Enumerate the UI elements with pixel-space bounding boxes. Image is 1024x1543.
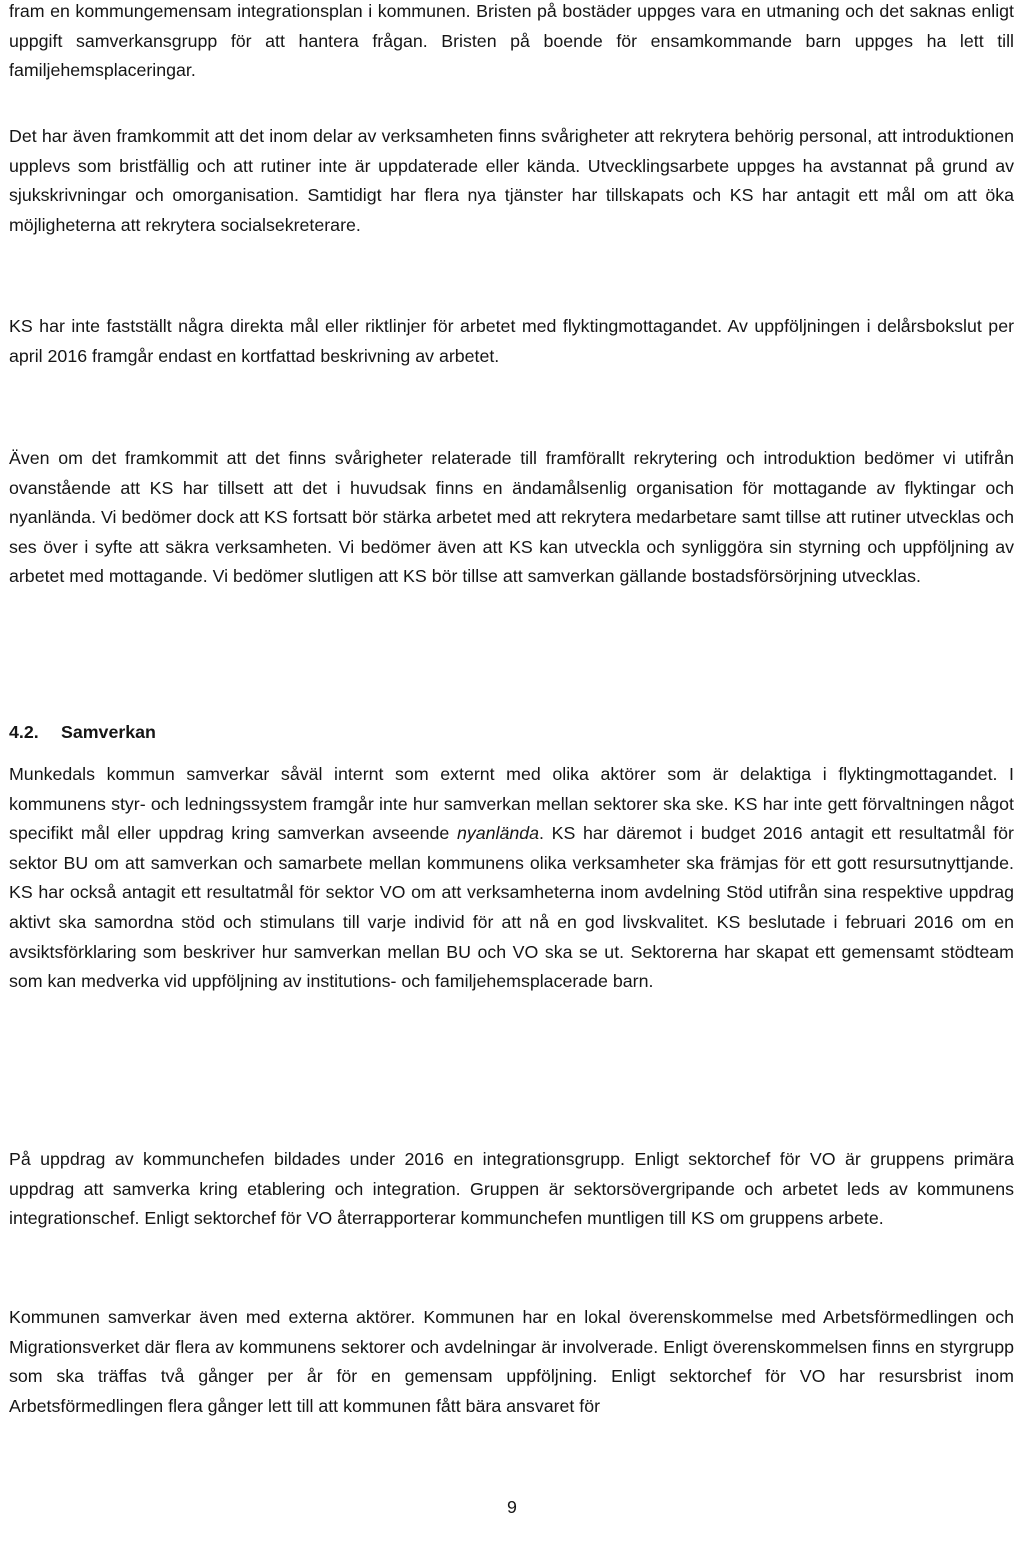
paragraph-text-part: Munkedals kommun samverkar såväl internt som externt med olika aktörer som är delaktiga i flyktingmottagandet. I kommunens styr- och ledningssystem framgår inte hur samverkan mellan sektorer ska ske. KS har inte gett förvaltningen något specifikt mål eller uppdrag kring samverkan avseende: [9, 764, 1014, 844]
page-number: 9: [507, 1497, 517, 1517]
section-title: Samverkan: [61, 722, 156, 742]
italic-term: nyanlända: [456, 823, 540, 844]
paragraph-recruitment: Det har även framkommit att det inom delar av verksamheten finns svårigheter att rekrytera behörig personal, att introduktionen upplevs som bristfällig och att rutiner inte är uppdaterade eller kända. Utvecklingsarbete uppges ha avstannat på grund av sjukskrivningar och omorganisation. Samtidigt har flera nya tjänster har tillskapats och KS har antagit ett mål om att öka möjligheterna att rekrytera socialsekreterare.: [9, 126, 1014, 235]
section-number: 4.2.: [9, 722, 39, 742]
paragraph-external-cooperation: Kommunen samverkar även med externa aktörer. Kommunen har en lokal överenskommelse med Arbetsförmedlingen och Migrationsverket där flera av kommunens sektorer och avdelningar är involverade. Enligt överenskommelsen finns en styrgrupp som ska träffas två gånger per år för en gemensam uppföljning. Enligt sektorchef för VO har resursbrist inom Arbetsförmedlingen flera gånger lett till att kommunen fått bära ansvaret för: [9, 1307, 1014, 1416]
paragraph-text-part: . KS har däremot i budget 2016 antagit ett resultatmål för sektor BU om att samverkan och samarbete mellan kommunens olika verksamheter ska främjas för ett gott resursutnyttjande. KS har också antagit ett resultatmål för sektor VO om att verksamheterna inom avdelning Stöd utifrån sina respektive uppdrag aktivt ska samordna stöd och stimulans till varje individ för att nå en god livskvalitet. KS beslutade i februari 2016 om en avsiktsförklaring som beskriver hur samverkan mellan BU och VO ska se ut. Sektorerna har skapat ett gemensamt stödteam som kan medverka vid uppföljning av institutions- och familjehemsplacerade barn.: [9, 823, 1014, 992]
paragraph-integration-plan: fram en kommungemensam integrationsplan i kommunen. Bristen på bostäder uppges vara en utmaning och det saknas enligt uppgift samverkansgrupp för att hantera frågan. Bristen på boende för ensamkommande barn uppges ha lett till familjehemsplaceringar.: [9, 1, 1014, 81]
section-heading: [9, 718, 156, 748]
paragraph-goals: KS har inte fastställt några direkta mål eller riktlinjer för arbetet med flyktingmottagandet. Av uppföljningen i delårsbokslut per april 2016 framgår endast en kortfattad beskrivning av arbetet.: [9, 316, 1014, 366]
paragraph-assessment: Även om det framkommit att det finns svårigheter relaterade till framförallt rekrytering och introduktion bedömer vi utifrån ovanstående att KS har tillsett att det i huvudsak finns en ändamålsenlig organisation för mottagande av flyktingar och nyanlända. Vi bedömer dock att KS fortsatt bör stärka arbetet med att rekrytera medarbetare samt tillse att rutiner utvecklas och ses över i syfte att säkra verksamheten. Vi bedömer även att KS kan utveckla och synliggöra sin styrning och uppföljning av arbetet med mottagande. Vi bedömer slutligen att KS bör tillse att samverkan gällande bostadsförsörjning utvecklas.: [9, 448, 1014, 587]
paragraph-internal-cooperation: [9, 760, 1014, 997]
paragraph-integration-group: På uppdrag av kommunchefen bildades under 2016 en integrationsgrupp. Enligt sektorchef för VO är gruppens primära uppdrag att samverka kring etablering och integration. Gruppen är sektorsövergripande och arbetet leds av kommunens integrationschef. Enligt sektorchef för VO återrapporterar kommunchefen muntligen till KS om gruppens arbete.: [9, 1149, 1014, 1229]
